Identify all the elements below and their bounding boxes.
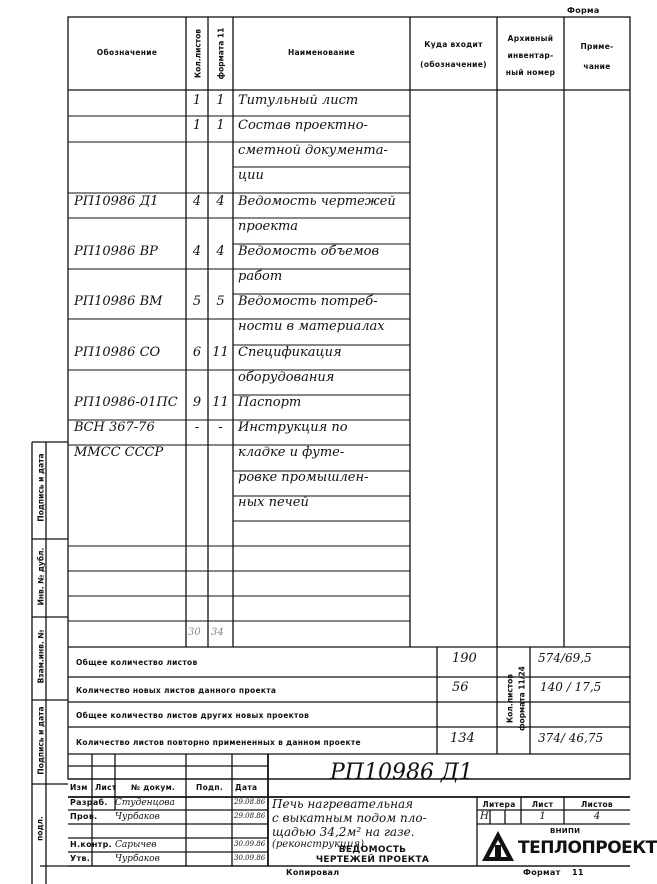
row-name: ности в материалах	[238, 319, 385, 334]
header-goes-to-designation: (обозначение)	[420, 60, 487, 69]
row-designation: РП10986 СО	[74, 345, 161, 360]
tb-doc-label: № докум.	[131, 783, 176, 792]
row-sheet-count: 5	[192, 294, 202, 309]
lists-label: Листов	[581, 800, 613, 809]
description-line-2: с выкатным подом пло-	[272, 811, 427, 825]
total-sheets-label: Общее количество листов	[76, 658, 198, 667]
row-sheet-count: 4	[192, 244, 202, 259]
row-name: Паспорт	[238, 395, 302, 410]
doc-title-line-1: ВЕДОМОСТЬ	[338, 845, 407, 855]
header-format-11: формата 11	[216, 27, 226, 80]
role-person: Сарычев	[115, 840, 157, 850]
row-format-count: 1	[216, 93, 225, 108]
row-sheet-count: 9	[192, 395, 202, 410]
row-name: ции	[238, 168, 264, 183]
tb-change-label: Изм	[70, 783, 88, 792]
summary-val-2: 140 / 17,5	[540, 680, 602, 694]
row-sheet-count: 1	[192, 118, 202, 133]
row-name: Спецификация	[238, 345, 342, 360]
summary-val-1: 574/69,5	[538, 651, 592, 665]
row-format-count: 4	[216, 244, 225, 259]
footer-copied: Копировал	[286, 868, 340, 877]
org-small-label: ВНИПИ	[550, 827, 581, 835]
role-date: 29.08.86	[234, 798, 266, 806]
row-format-count: 1	[216, 118, 225, 133]
row-designation: РП10986-01ПС	[74, 395, 178, 410]
litera-value: Н	[480, 811, 489, 822]
tb-date-label: Дата	[235, 783, 258, 792]
org-logo	[480, 827, 657, 864]
header-goes-to: Куда входит	[424, 40, 483, 49]
role-date: 30.09.86	[234, 854, 266, 862]
list-label: Лист	[531, 800, 554, 809]
summary-side-count: Кол.листов	[505, 673, 515, 724]
row-format-count: 5	[216, 294, 225, 309]
role-date: 30.09.86	[234, 840, 266, 848]
footer-format-label: Формат	[523, 868, 561, 877]
stamp-replace-inv: Взам.инв. №	[36, 629, 46, 684]
row-designation: ММСС СССР	[74, 445, 164, 460]
row-name: проекта	[238, 219, 299, 234]
role-date: 29.08.86	[234, 812, 266, 820]
row-name: Ведомость чертежей	[238, 194, 396, 209]
document-code: РП10986 Д1	[330, 760, 473, 785]
role-person: Чурбаков	[115, 854, 160, 864]
description-line-4: (реконструкция).	[272, 839, 368, 850]
role-person: Студенцова	[115, 798, 175, 808]
row-designation: ВСН 367-76	[74, 420, 155, 435]
org-name: ТЕПЛОПРОЕКТ	[518, 838, 657, 858]
description-line-1: Печь нагревательная	[272, 797, 414, 811]
tb-sheet-label: Лист	[95, 783, 117, 792]
form-label: Форма	[567, 6, 600, 15]
row-name: Титульный лист	[238, 93, 359, 108]
new-sheets-label: Количество новых листов данного проекта	[76, 686, 277, 695]
stamp-signature-date: Подпись и дата	[36, 706, 46, 775]
doc-title-line-2: ЧЕРТЕЖЕЙ ПРОЕКТА	[315, 855, 430, 865]
header-designation: Обозначение	[96, 48, 158, 57]
total-format: 34	[211, 627, 224, 638]
row-format-count: 11	[212, 345, 229, 360]
header-name: Наименование	[287, 48, 356, 57]
row-name: Ведомость потреб-	[238, 294, 378, 309]
row-designation: РП10986 ВМ	[74, 294, 163, 309]
stamp-dup-inv: Инв. № дубл.	[36, 547, 46, 606]
row-name: сметной документа-	[238, 143, 388, 158]
role-person: Чурбаков	[115, 812, 160, 822]
row-name: Ведомость объемов	[238, 244, 380, 259]
description-line-3: щадью 34,2м² на газе.	[272, 825, 415, 839]
row-name: кладке и футе-	[238, 445, 345, 460]
stamp-original: подл.	[35, 816, 45, 841]
row-name: ровке промышлен-	[238, 470, 369, 485]
row-format-count: 4	[216, 194, 225, 209]
row-sheet-count: 4	[192, 194, 202, 209]
row-format-count: 11	[212, 395, 229, 410]
footer-format-value: 11	[572, 868, 584, 877]
role-label: Пров.	[70, 812, 98, 821]
lists-value: 4	[593, 811, 601, 822]
tb-sign-label: Подп.	[196, 783, 224, 792]
reused-label: Количество листов повторно примененных в данном проекте	[76, 738, 361, 747]
row-name: ных печей	[238, 495, 309, 510]
new-sheets-value: 56	[452, 680, 469, 695]
row-designation: РП10986 Д1	[74, 194, 159, 209]
role-label: Утв.	[70, 854, 91, 863]
header-sheet-count: Кол.листов	[193, 28, 203, 79]
header-note: Приме-	[580, 42, 614, 51]
row-name: оборудования	[238, 370, 335, 385]
summary-val-4: 374/ 46,75	[538, 731, 604, 745]
header-note-2: чание	[583, 62, 611, 71]
row-sheet-count: 6	[192, 345, 202, 360]
role-label: Разраб.	[70, 798, 108, 807]
row-format-count: -	[218, 420, 223, 435]
total-count: 30	[188, 627, 201, 638]
reused-value: 134	[450, 731, 475, 746]
header-inventory: инвентар-	[507, 51, 554, 60]
other-new-label: Общее количество листов других новых проектов	[76, 711, 310, 720]
total-sheets-value: 190	[452, 651, 477, 666]
header-number: ный номер	[505, 68, 556, 77]
role-label: Н.контр.	[70, 840, 112, 849]
row-sheet-count: 1	[192, 93, 202, 108]
row-name: работ	[238, 269, 283, 284]
list-value: 1	[539, 811, 546, 822]
litera-label: Литера	[482, 800, 516, 809]
row-name: Инструкция по	[238, 420, 348, 435]
stamp-signature-date-top: Подпись и дата	[36, 453, 46, 522]
row-designation: РП10986 ВР	[74, 244, 158, 259]
header-archive: Архивный	[507, 34, 554, 43]
row-name: Состав проектно-	[238, 118, 368, 133]
summary-side-format: формата 11/24	[517, 666, 527, 731]
row-sheet-count: -	[194, 420, 200, 435]
